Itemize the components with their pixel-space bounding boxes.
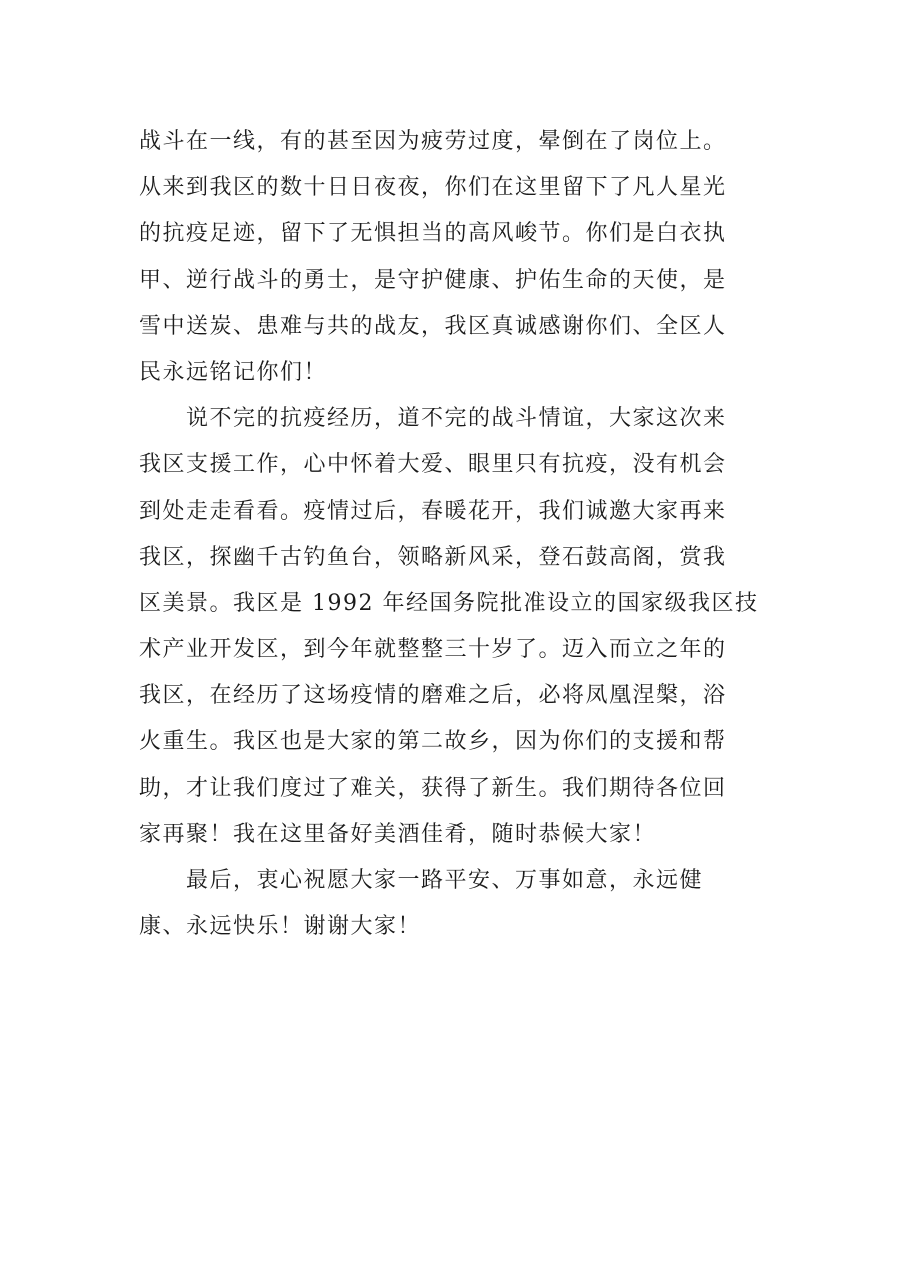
text-line: 我区，在经历了这场疫情的磨难之后，必将凤凰涅槃，浴 [139, 683, 727, 709]
text-line: 助，才让我们度过了难关，获得了新生。我们期待各位回 [139, 775, 727, 801]
paragraph-1 [139, 119, 764, 396]
text-line: 从来到我区的数十日日夜夜，你们在这里留下了凡人星光 [139, 175, 727, 201]
text-line: 到处走走看看。疫情过后，春暖花开，我们诚邀大家再来 [139, 498, 727, 524]
text-line: 火重生。我区也是大家的第二故乡，因为你们的支援和帮 [139, 729, 727, 755]
text-line: 康、永远快乐！谢谢大家！ [139, 914, 422, 940]
text-line: 雪中送炭、患难与共的战友，我区真诚感谢你们、全区人 [139, 313, 727, 339]
text-line: 的抗疫足迹，留下了无惧担当的高风峻节。你们是白衣执 [139, 221, 727, 247]
text-line: 术产业开发区，到今年就整整三十岁了。迈入而立之年的 [139, 637, 727, 663]
text-line: 区美景。我区是 1992 年经国务院批准设立的国家级我区技 [139, 590, 759, 616]
text-line: 家再聚！我在这里备好美酒佳肴，随时恭候大家！ [139, 821, 657, 847]
text-line: 我区支援工作，心中怀着大爱、眼里只有抗疫，没有机会 [139, 452, 727, 478]
text-line: 甲、逆行战斗的勇士，是守护健康、护佑生命的天使，是 [139, 267, 727, 293]
text-line: 最后，衷心祝愿大家一路平安、万事如意，永远健 [186, 868, 704, 893]
paragraph-2 [139, 396, 764, 858]
paragraph-3 [139, 858, 764, 950]
text-line: 战斗在一线，有的甚至因为疲劳过度，晕倒在了岗位上。 [139, 129, 727, 154]
document-body [139, 119, 764, 950]
text-line: 我区，探幽千古钓鱼台，领略新风采，登石鼓高阁，赏我 [139, 544, 727, 570]
text-line: 民永远铭记你们！ [139, 359, 328, 385]
text-line: 说不完的抗疫经历，道不完的战斗情谊，大家这次来 [186, 406, 727, 432]
